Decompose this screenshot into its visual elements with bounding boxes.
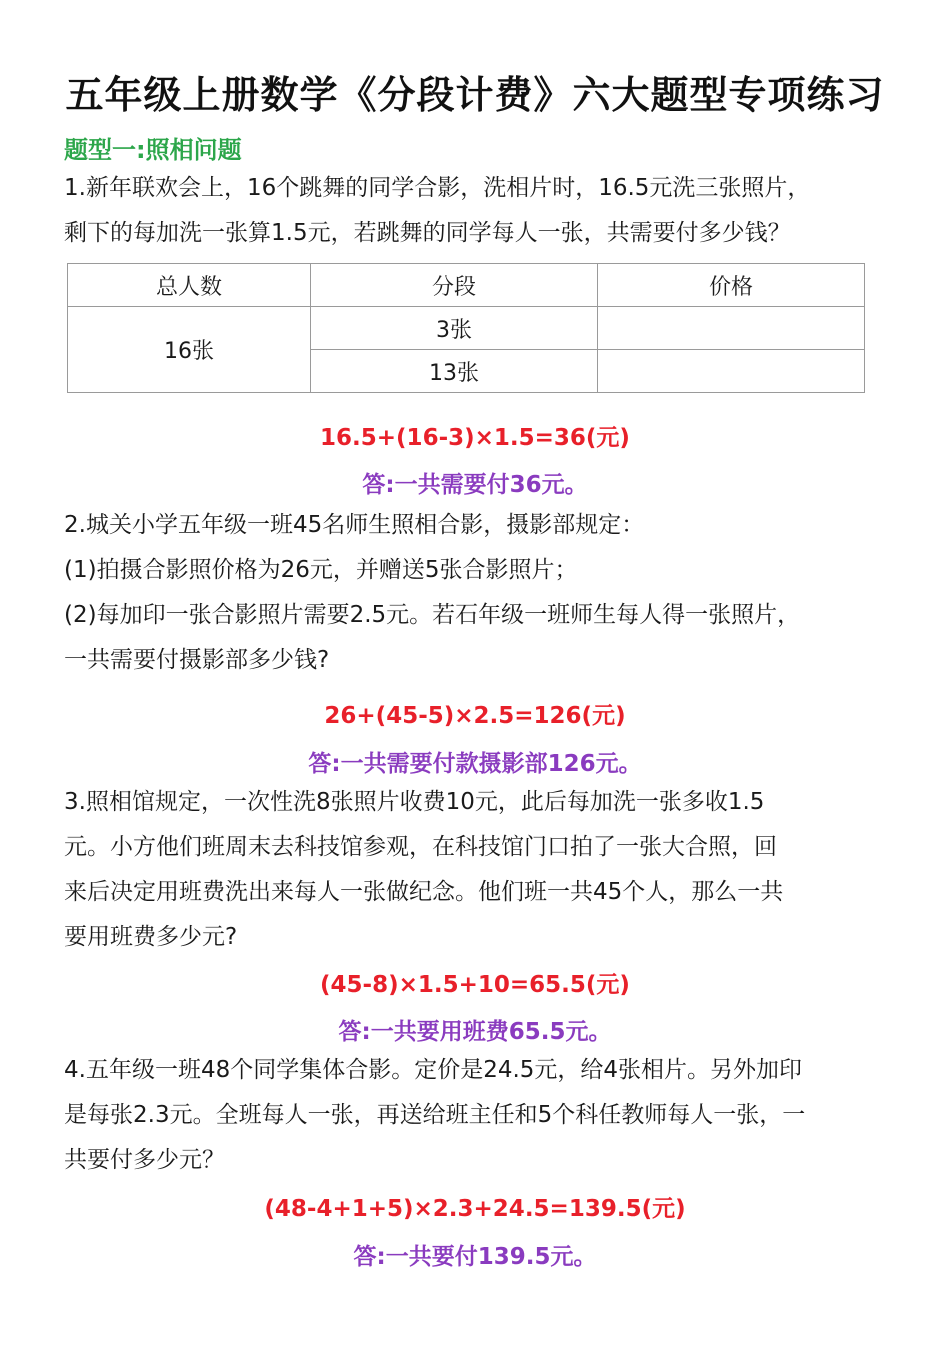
question-4 (64, 1048, 894, 1183)
question-4-line: 是每张2.3元。全班每人一张，再送给班主任和5个科任教师每人一张，一 (64, 1102, 806, 1128)
question-3 (64, 780, 894, 960)
answer-2: 答:一共需要付款摄影部126元。 (308, 751, 642, 777)
formula-1: 16.5+(16-3)×1.5=36(元) (320, 425, 630, 451)
table-cell-segment: 3张 (311, 307, 598, 350)
table-cell-total: 16张 (68, 307, 311, 393)
question-1-line: 剩下的每加洗一张算1.5元，若跳舞的同学每人一张，共需要付多少钱？ (64, 220, 791, 246)
question-2-line: (1)拍摄合影照价格为26元，并赠送5张合影照片； (64, 557, 578, 583)
segment-table (67, 263, 865, 393)
formula-2: 26+(45-5)×2.5=126(元) (324, 703, 626, 729)
question-2-line: (2)每加印一张合影照片需要2.5元。若石年级一班师生每人得一张照片， (64, 602, 801, 628)
formula-4: (48-4+1+5)×2.3+24.5=139.5(元) (264, 1196, 686, 1222)
question-4-line: 4.五年级一班48个同学集体合影。定价是24.5元，给4张相片。另外加印 (64, 1057, 803, 1083)
formula-3: (45-8)×1.5+10=65.5(元) (320, 972, 630, 998)
table-header: 分段 (311, 264, 598, 307)
question-3-line: 要用班费多少元? (64, 924, 238, 950)
question-1 (64, 166, 894, 256)
table-cell-segment: 13张 (311, 350, 598, 393)
question-3-line: 元。小方他们班周末去科技馆参观，在科技馆门口拍了一张大合照，回 (64, 834, 777, 860)
question-2 (64, 503, 894, 683)
table-header: 价格 (598, 264, 865, 307)
question-3-line: 3.照相馆规定，一次性洗8张照片收费10元，此后每加洗一张多收1.5 (64, 789, 765, 815)
question-2-line: 一共需要付摄影部多少钱? (64, 647, 330, 673)
question-4-line: 共要付多少元？ (64, 1147, 225, 1173)
page-title: 五年级上册数学《分段计费》六大题型专项练习 (65, 73, 885, 117)
question-1-line: 1.新年联欢会上，16个跳舞的同学合影，洗相片时，16.5元洗三张照片， (64, 175, 811, 201)
table-cell-price (598, 350, 865, 393)
answer-4: 答:一共要付139.5元。 (353, 1244, 597, 1270)
question-3-line: 来后决定用班费洗出来每人一张做纪念。他们班一共45个人，那么一共 (64, 879, 784, 905)
table-cell-price (598, 307, 865, 350)
question-2-line: 2.城关小学五年级一班45名师生照相合影，摄影部规定： (64, 512, 645, 538)
answer-3: 答:一共要用班费65.5元。 (338, 1019, 612, 1045)
answer-1: 答:一共需要付36元。 (362, 472, 588, 498)
table-header: 总人数 (68, 264, 311, 307)
section-heading: 题型一:照相问题 (64, 136, 242, 164)
